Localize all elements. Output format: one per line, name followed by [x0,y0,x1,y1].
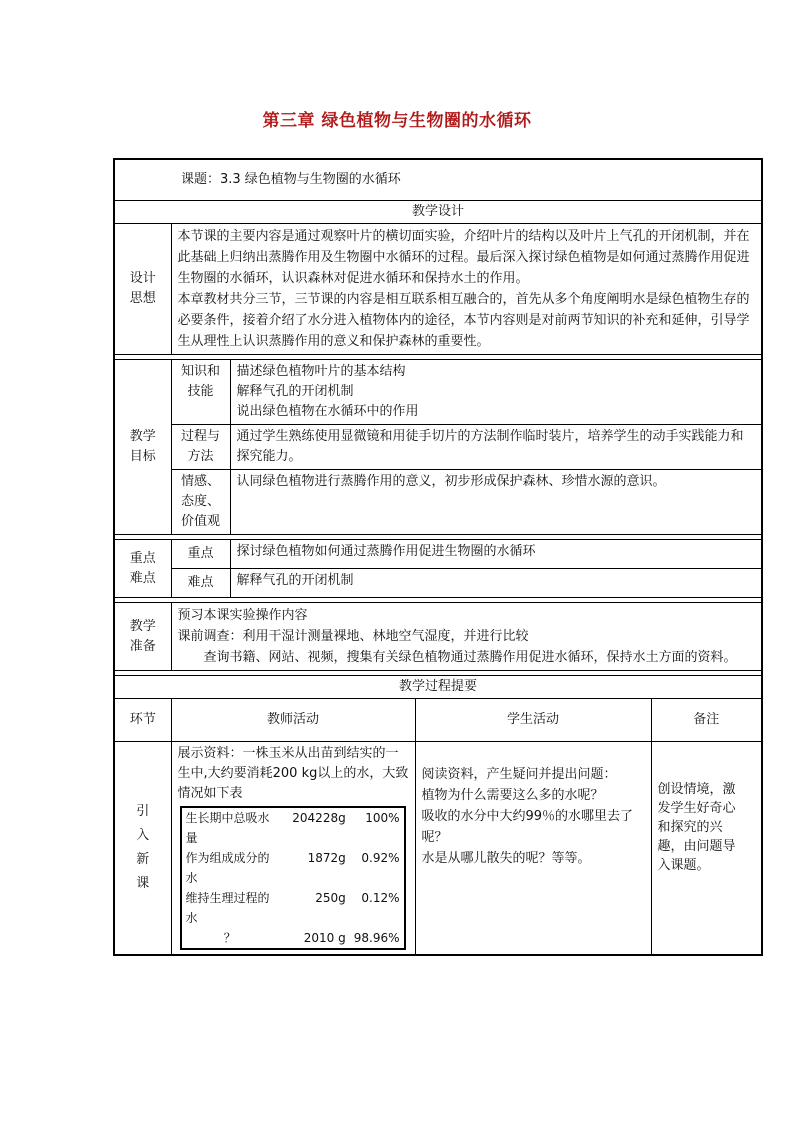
water-item-name: ？ [223,931,236,945]
process-content: 通过学生熟练使用显微镜和用徒手切片的方法制作临时装片，培养学生的动手实践能力和探究能力。 [230,425,762,470]
prep-row [114,603,762,671]
student-line-3: 吸收的水分中大约99％的水哪里去了呢？ [421,809,634,845]
water-row [181,928,405,949]
col-note: 备注 [651,699,762,742]
col-student: 学生活动 [415,699,651,742]
intro-stage [114,742,171,956]
design-content [171,224,762,355]
water-row [181,807,405,848]
intro-note-text: 创设情境，激发学生好奇心和探究的兴趣，由问题导入课题。 [657,782,736,873]
knowledge-label [171,360,230,425]
column-header-row [114,699,762,742]
design-header-row [114,201,762,224]
prep-line-3: 查询书籍、网站、视频，搜集有关绿色植物通过蒸腾作用促进水循环，保持水土方面的资料。 [203,650,737,665]
prep-content [171,603,762,671]
knowledge-item-3: 说出绿色植物在水循环中的作用 [236,404,419,419]
difficult-point-label: 难点 [171,569,230,598]
process-label [171,425,230,470]
design-row [114,224,762,355]
process-header: 教学过程提要 [114,676,762,699]
design-label [114,224,171,355]
prep-line-2: 课前调查：利用干湿计测量裸地、林地空气湿度，并进行比较 [177,629,529,644]
goals-label-text: 教学目标 [129,429,156,464]
water-item-pct: 100% [365,811,400,825]
intro-student [415,742,651,956]
key-point-label: 重点 [171,540,230,569]
intro-note [651,742,762,956]
attitude-label [171,470,230,535]
key-point-content: 探讨绿色植物如何通过蒸腾作用促进生物圈的水循环 [230,540,762,569]
water-item-pct: 98.96% [353,931,400,945]
student-line-2: 植物为什么需要这么多的水呢？ [421,788,604,803]
water-item-pct: 0.12% [361,891,400,905]
water-item-amount: 2010 g [303,931,346,945]
goal-attitude-row [114,470,762,535]
goal-knowledge-row [114,360,762,425]
goals-label [114,360,171,535]
attitude-label-text: 情感、态度、价值观 [180,474,220,529]
water-row [181,888,405,928]
page-title: 第三章 绿色植物与生物圈的水循环 [262,111,532,131]
water-item-amount: 204228g [292,811,346,825]
process-label-text: 过程与方法 [180,429,220,464]
key-point-row [114,540,762,569]
goal-process-row [114,425,762,470]
process-header-row [114,676,762,699]
prep-label-text: 教学准备 [129,618,156,654]
intro-teacher-text: 展示资料：一株玉米从出苗到结实的一生中,大约要消耗200 kg以上的水，大致情况如下表 [177,746,409,801]
design-text-2: 本章教材共分三节，三节课的内容是相互联系相互融合的，首先从多个角度阐明水是绿色植物生存的必要条件，接着介绍了水分进入植物体内的途径，本节内容则是对前两节知识的补充和延伸，引导学生从理性上认识蒸腾作用的意义和保护森林的重要性。 [177,292,750,349]
lesson-plan-table [113,158,763,956]
student-line-4: 水是从哪儿散失的呢？等等。 [421,851,591,866]
student-line-1: 阅读资料，产生疑问并提出问题： [421,767,617,782]
knowledge-item-2: 解释气孔的开闭机制 [236,384,354,399]
col-stage: 环节 [114,699,171,742]
intro-teacher [171,742,415,956]
knowledge-item-1: 描述绿色植物叶片的基本结构 [236,364,406,379]
water-item-name: 作为组成成分的水 [185,851,270,885]
water-row [181,848,405,888]
knowledge-content [230,360,762,425]
lesson-row [114,159,762,201]
prep-line-1: 预习本课实验操作内容 [177,608,308,623]
col-teacher: 教师活动 [171,699,415,742]
design-header: 教学设计 [114,201,762,224]
design-text-1: 本节课的主要内容是通过观察叶片的横切面实验，介绍叶片的结构以及叶片上气孔的开闭机制，并在此基础上归纳出蒸腾作用及生物圈中水循环的过程。最后深入探讨绿色植物是如何通过蒸腾作用促进生物圈的水循环，认识森林对促进水循环和保持水土的作用。 [177,229,750,286]
intro-row [114,742,762,956]
attitude-content: 认同绿色植物进行蒸腾作用的意义，初步形成保护森林、珍惜水源的意识。 [230,470,762,535]
water-item-pct: 0.92% [361,851,400,865]
difficult-point-content: 解释气孔的开闭机制 [230,569,762,598]
design-label-text: 设计思想 [129,271,156,306]
water-item-amount: 250g [315,891,346,905]
key-label-text: 重点难点 [129,550,156,586]
difficult-point-row [114,569,762,598]
water-item-amount: 1872g [307,851,346,865]
water-usage-table [180,806,406,950]
water-item-name: 维持生理过程的水 [185,891,270,925]
lesson-title: 课题：3.3 绿色植物与生物圈的水循环 [114,159,762,201]
water-item-name: 生长期中总吸水量 [185,811,270,845]
intro-stage-text: 引入新课 [136,804,150,891]
key-label [114,540,171,598]
knowledge-label-text: 知识和技能 [180,364,220,399]
prep-label [114,603,171,671]
